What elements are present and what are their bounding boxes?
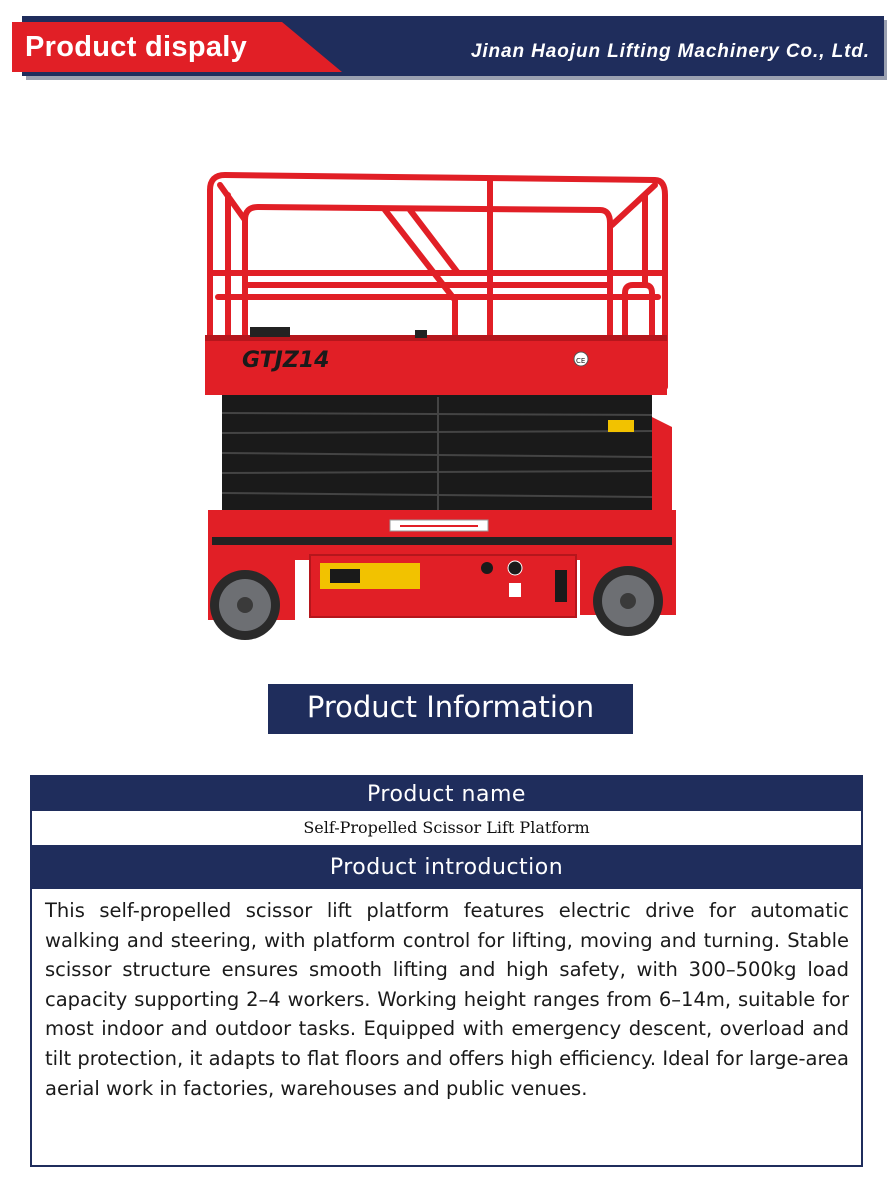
- front-wheel: [210, 570, 280, 640]
- product-introduction-header: Product introduction: [32, 847, 861, 889]
- product-information-heading: Product Information: [268, 684, 633, 734]
- product-image-scissor-lift: [200, 165, 705, 645]
- product-introduction-text: This self-propelled scissor lift platform features electric drive for automatic walking and steering, with platform control for lifting, moving and turning. Stable scissor structure ensures smooth lifting and high safety, with 300–500kg load capacity supporting 2–4 workers. Working height ranges from 6–14m, suitable for most indoor and outdoor tasks. Equipped with emergency descent, overload and tilt protection, it adapts to flat floors and offers high efficiency. Ideal for large-area aerial work in factories, warehouses and public venues.: [45, 899, 849, 1100]
- product-name-value: Self-Propelled Scissor Lift Platform: [32, 811, 861, 847]
- scissor-stack: [222, 395, 652, 517]
- rear-wheel: [593, 566, 663, 636]
- ce-mark: CE: [576, 357, 586, 365]
- model-marking: GTJZ14: [242, 348, 330, 373]
- product-name-header: Product name: [32, 777, 861, 811]
- company-name: Jinan Haojun Lifting Machinery Co., Ltd.: [470, 41, 870, 62]
- header-banner: [12, 14, 887, 80]
- page-title: Product dispaly: [25, 31, 248, 63]
- product-info-table: [30, 775, 863, 1167]
